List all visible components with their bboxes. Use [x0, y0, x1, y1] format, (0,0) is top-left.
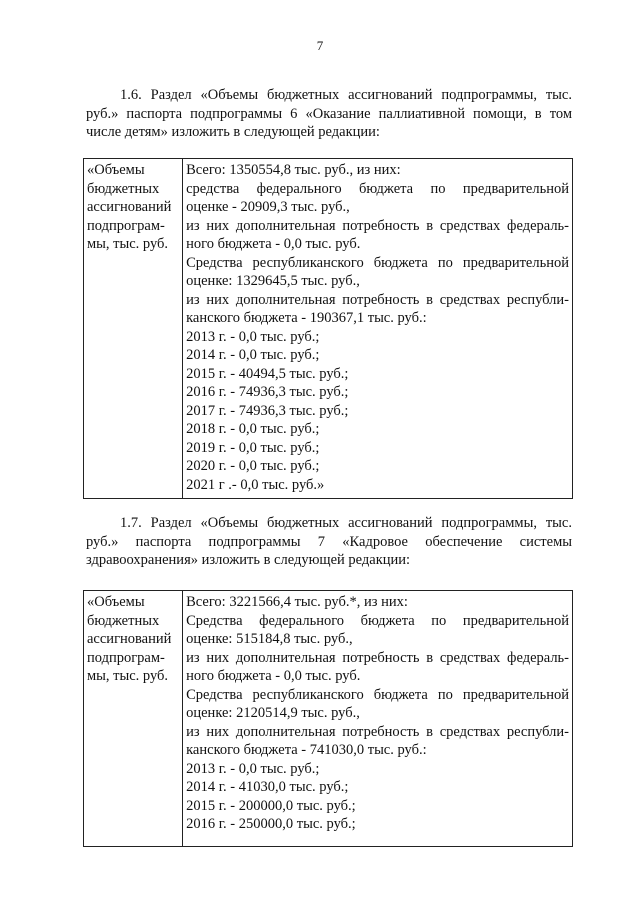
label-line: мы, тыс. руб.: [87, 668, 169, 684]
value-line: 2021 г .- 0,0 тыс. руб.»: [186, 476, 325, 493]
table-row: [84, 591, 573, 847]
section-2-table: [83, 590, 573, 847]
value-line: 2018 г. - 0,0 тыс. руб.;: [186, 421, 320, 437]
label-line: мы, тыс. руб.: [87, 236, 169, 252]
value-line: 2014 г. - 41030,0 тыс. руб.;: [186, 779, 349, 795]
section-1-value-cell: [183, 159, 573, 499]
value-line: средства федерального бюджета по предварительной: [186, 180, 569, 197]
label-line: «Объемы: [87, 594, 145, 610]
value-line: канского бюджета - 190367,1 тыс. руб.:: [186, 310, 427, 326]
value-line: 2014 г. - 0,0 тыс. руб.;: [186, 347, 320, 363]
value-line: из них дополнительная потребность в средствах республи-: [186, 723, 569, 740]
label-line: ассигнований: [87, 199, 172, 215]
value-line: Средства федерального бюджета по предварительной: [186, 612, 569, 629]
value-line: оценке: 1329645,5 тыс. руб.,: [186, 273, 360, 289]
value-line: Всего: 1350554,8 тыс. руб., из них:: [186, 162, 401, 178]
section-1-label-cell: [84, 159, 183, 499]
value-line: 2015 г. - 200000,0 тыс. руб.;: [186, 797, 356, 814]
value-line: Средства республиканского бюджета по предварительной: [186, 686, 569, 703]
value-line: 2015 г. - 40494,5 тыс. руб.;: [186, 365, 349, 382]
page-number: 7: [316, 38, 324, 53]
label-line: бюджетных: [87, 180, 160, 197]
value-line: 2016 г. - 250000,0 тыс. руб.;: [186, 816, 356, 832]
value-line: из них дополнительная потребность в средствах республи-: [186, 291, 569, 308]
label-line: подпрограм-: [87, 217, 165, 234]
section-1-paragraph: 1.6. Раздел «Объемы бюджетных ассигнований подпрограммы, тыс. руб.» паспорта подпрограммы 6 «Оказание паллиативной помощи, в том числе детям» изложить в следующей редакции:: [86, 87, 572, 140]
value-line: 2013 г. - 0,0 тыс. руб.;: [186, 760, 320, 777]
section-2-label-cell: [84, 591, 183, 847]
value-line: 2019 г. - 0,0 тыс. руб.;: [186, 439, 320, 456]
section-2-value-cell: [183, 591, 573, 847]
section-2-paragraph: 1.7. Раздел «Объемы бюджетных ассигнований подпрограммы, тыс. руб.» паспорта подпрограммы 7 «Кадровое обеспечение системы здравоохранения» изложить в следующей редакции:: [86, 515, 572, 568]
value-line: Средства республиканского бюджета по предварительной: [186, 254, 569, 271]
value-line: оценке - 20909,3 тыс. руб.,: [186, 199, 350, 215]
value-line: ного бюджета - 0,0 тыс. руб.: [186, 236, 361, 252]
value-line: 2016 г. - 74936,3 тыс. руб.;: [186, 384, 349, 400]
section-1-table: [83, 158, 573, 499]
label-line: бюджетных: [87, 612, 160, 629]
value-line: Всего: 3221566,4 тыс. руб.*, из них:: [186, 594, 408, 610]
value-line: оценке: 515184,8 тыс. руб.,: [186, 631, 353, 647]
value-line: 2017 г. - 74936,3 тыс. руб.;: [186, 402, 349, 419]
value-line: оценке: 2120514,9 тыс. руб.,: [186, 705, 360, 721]
value-line: из них дополнительная потребность в средствах федераль-: [186, 649, 569, 666]
value-line: 2020 г. - 0,0 тыс. руб.;: [186, 458, 320, 474]
value-line: 2013 г. - 0,0 тыс. руб.;: [186, 328, 320, 345]
label-line: подпрограм-: [87, 649, 165, 666]
value-line: из них дополнительная потребность в средствах федераль-: [186, 217, 569, 234]
label-line: «Объемы: [87, 162, 145, 178]
value-line: ного бюджета - 0,0 тыс. руб.: [186, 668, 361, 684]
label-line: ассигнований: [87, 631, 172, 647]
value-line: канского бюджета - 741030,0 тыс. руб.:: [186, 742, 427, 758]
table-row: [84, 159, 573, 499]
